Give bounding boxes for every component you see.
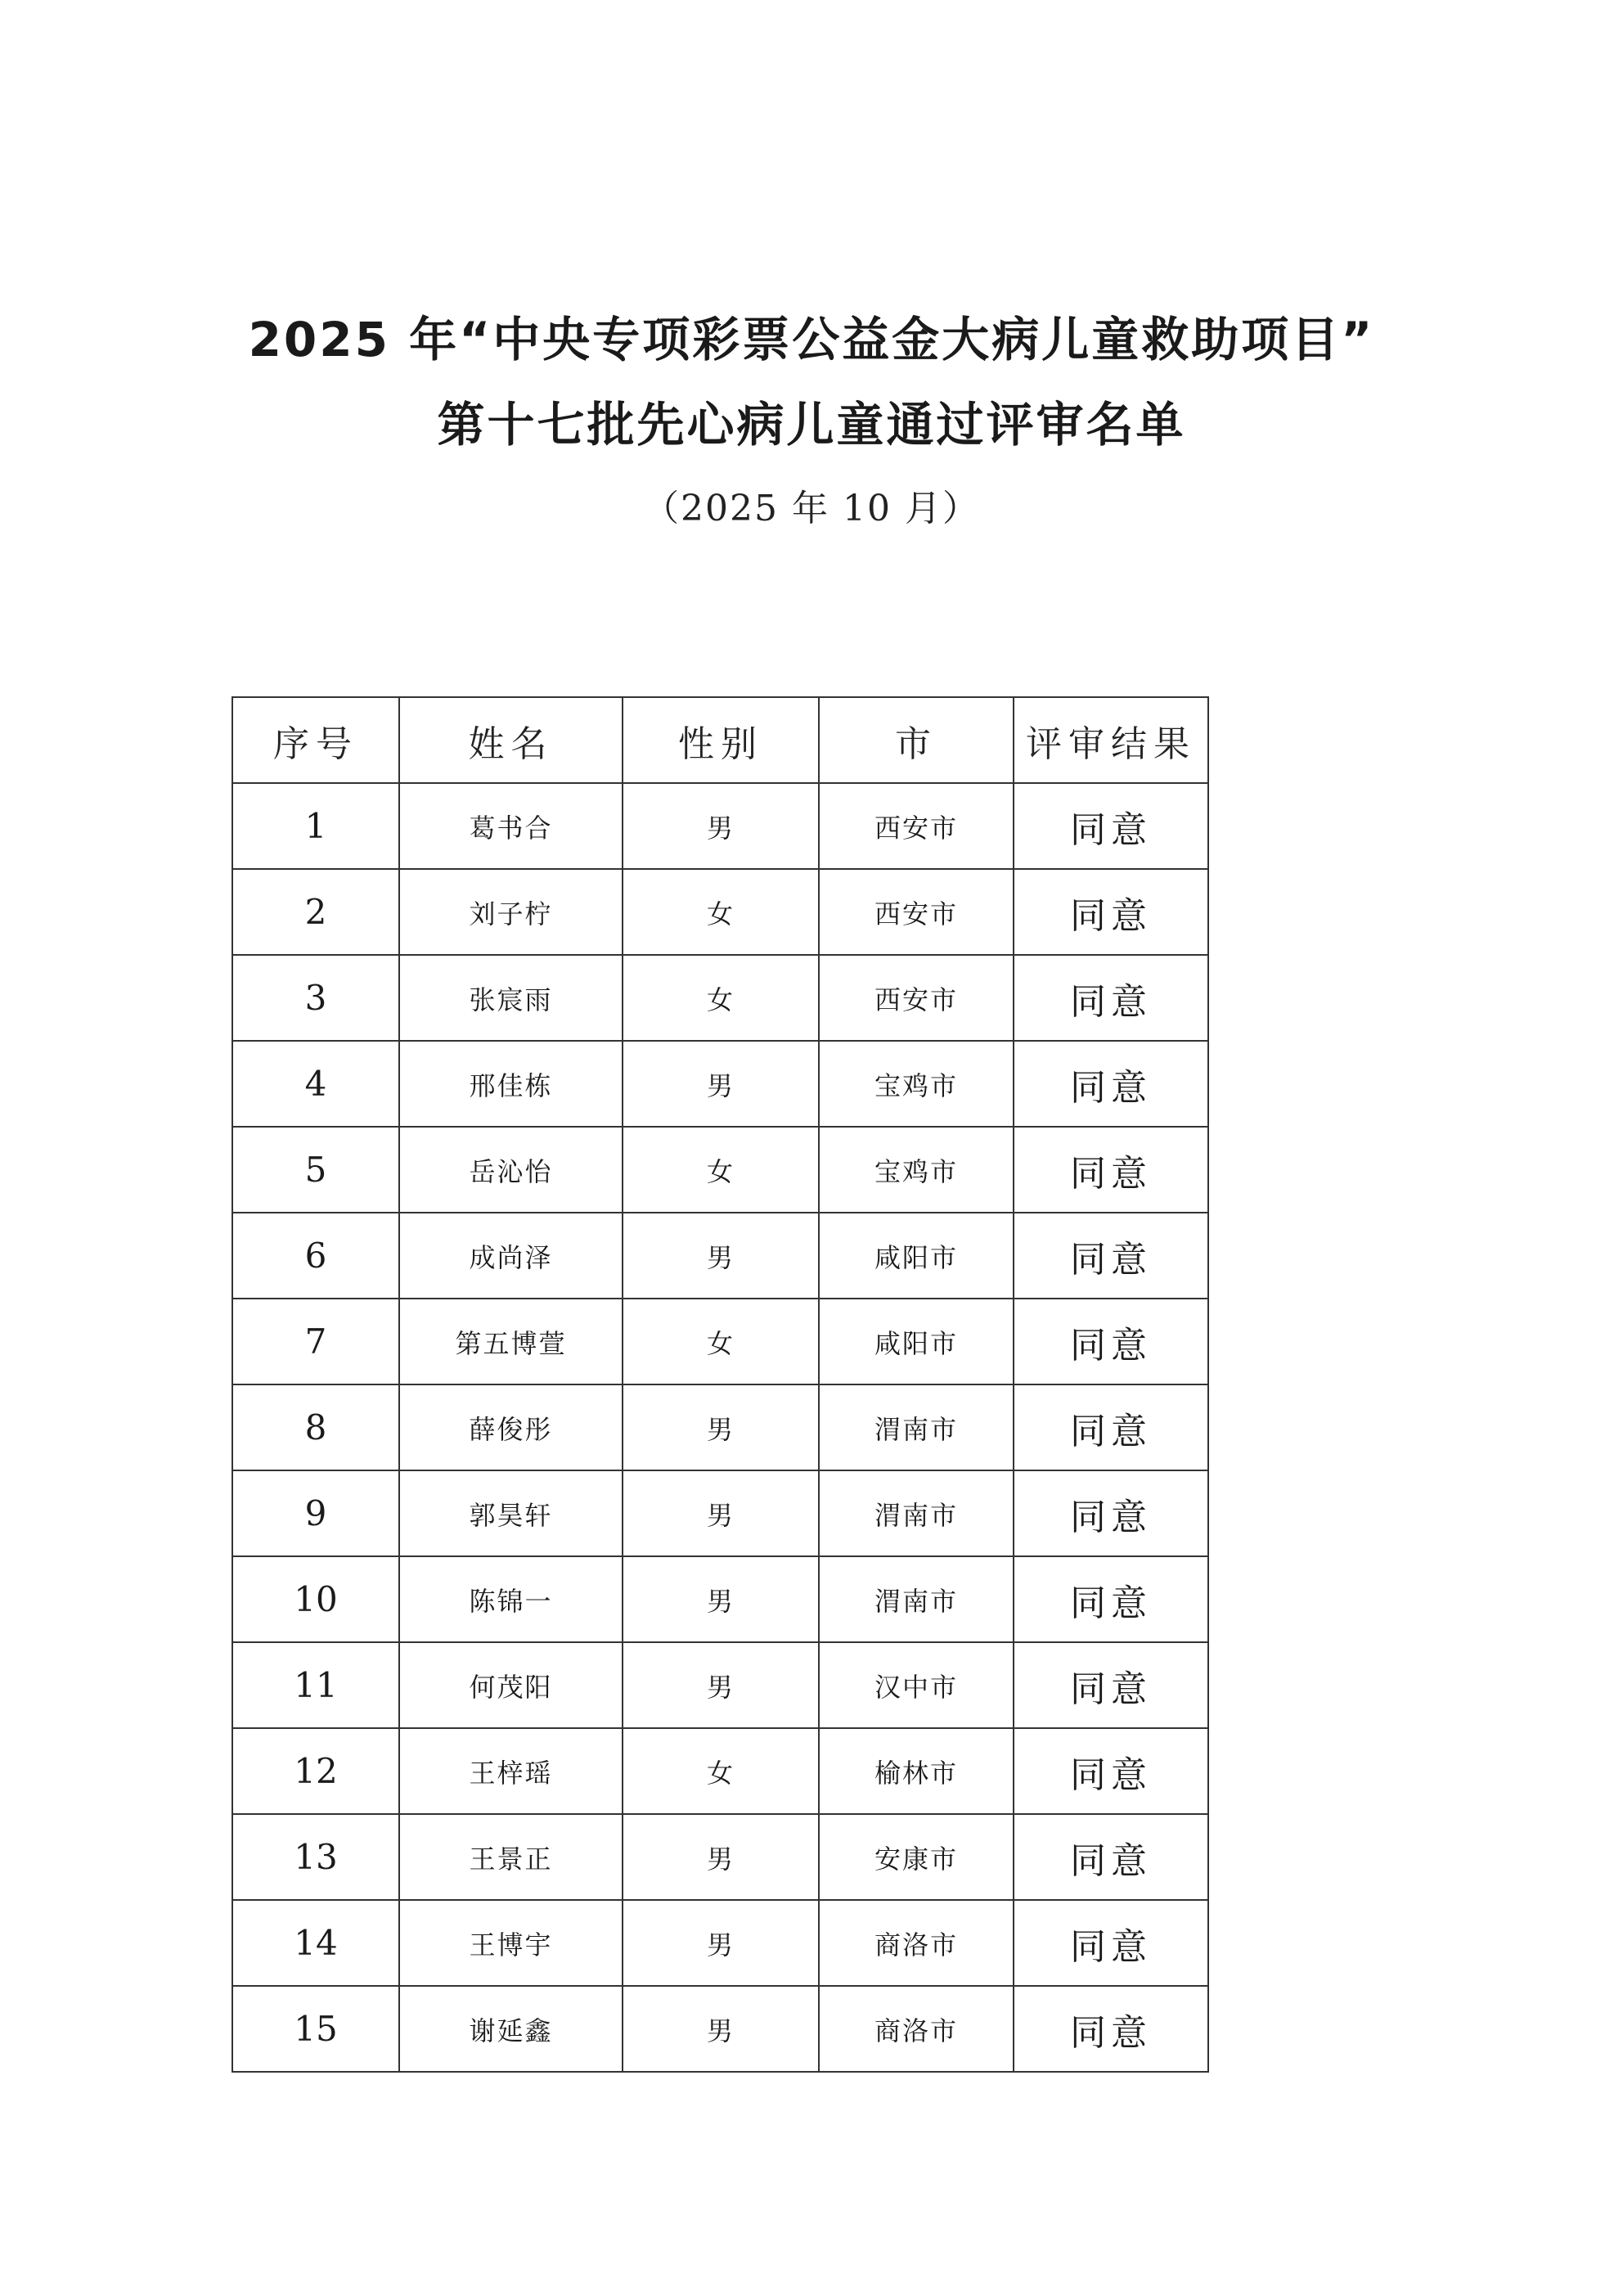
cell-city: 渭南市 [819, 1470, 1014, 1556]
table-header-row [232, 697, 1208, 783]
cell-city: 榆林市 [819, 1728, 1014, 1814]
header-number: 序号 [232, 697, 399, 783]
table-row [232, 1299, 1208, 1384]
cell-number: 6 [232, 1213, 399, 1299]
table-row [232, 1470, 1208, 1556]
cell-number: 1 [232, 783, 399, 869]
cell-gender: 女 [623, 1299, 819, 1384]
cell-number: 14 [232, 1900, 399, 1986]
table-row [232, 1642, 1208, 1728]
cell-gender: 女 [623, 1728, 819, 1814]
cell-city: 西安市 [819, 783, 1014, 869]
cell-number: 9 [232, 1470, 399, 1556]
document-title-line-1: 2025 年“中央专项彩票公益金大病儿童救助项目” [248, 312, 1375, 367]
cell-name: 薛俊彤 [399, 1384, 623, 1470]
cell-name: 成尚泽 [399, 1213, 623, 1299]
cell-gender: 男 [623, 1642, 819, 1728]
header-name: 姓名 [399, 697, 623, 783]
table-row [232, 1900, 1208, 1986]
cell-number: 5 [232, 1127, 399, 1213]
cell-number: 2 [232, 869, 399, 955]
cell-city: 安康市 [819, 1814, 1014, 1900]
cell-result: 同意 [1014, 1728, 1208, 1814]
table-row [232, 1213, 1208, 1299]
cell-gender: 男 [623, 1470, 819, 1556]
cell-number: 12 [232, 1728, 399, 1814]
cell-gender: 男 [623, 1213, 819, 1299]
cell-gender: 女 [623, 955, 819, 1041]
document-title-line-2: 第十七批先心病儿童通过评审名单 [437, 397, 1186, 452]
cell-number: 7 [232, 1299, 399, 1384]
cell-name: 何茂阳 [399, 1642, 623, 1728]
cell-name: 陈锦一 [399, 1556, 623, 1642]
table-row [232, 1384, 1208, 1470]
cell-name: 葛书合 [399, 783, 623, 869]
cell-result: 同意 [1014, 1470, 1208, 1556]
cell-gender: 男 [623, 1041, 819, 1127]
table-row [232, 1556, 1208, 1642]
header-gender: 性别 [623, 697, 819, 783]
cell-number: 3 [232, 955, 399, 1041]
cell-number: 8 [232, 1384, 399, 1470]
cell-name: 王梓瑶 [399, 1728, 623, 1814]
cell-city: 渭南市 [819, 1384, 1014, 1470]
cell-number: 4 [232, 1041, 399, 1127]
cell-city: 商洛市 [819, 1900, 1014, 1986]
cell-city: 咸阳市 [819, 1213, 1014, 1299]
header-city: 市 [819, 697, 1014, 783]
cell-gender: 男 [623, 1556, 819, 1642]
table-row [232, 783, 1208, 869]
cell-result: 同意 [1014, 1384, 1208, 1470]
cell-result: 同意 [1014, 1213, 1208, 1299]
cell-name: 王景正 [399, 1814, 623, 1900]
table-row [232, 1127, 1208, 1213]
cell-city: 西安市 [819, 955, 1014, 1041]
cell-city: 宝鸡市 [819, 1041, 1014, 1127]
cell-name: 郭昊轩 [399, 1470, 623, 1556]
table-row [232, 955, 1208, 1041]
cell-number: 10 [232, 1556, 399, 1642]
cell-name: 张宸雨 [399, 955, 623, 1041]
cell-city: 商洛市 [819, 1986, 1014, 2072]
cell-name: 谢延鑫 [399, 1986, 623, 2072]
cell-gender: 男 [623, 1986, 819, 2072]
cell-result: 同意 [1014, 1556, 1208, 1642]
cell-city: 咸阳市 [819, 1299, 1014, 1384]
cell-result: 同意 [1014, 955, 1208, 1041]
cell-gender: 男 [623, 1900, 819, 1986]
cell-name: 岳沁怡 [399, 1127, 623, 1213]
cell-city: 宝鸡市 [819, 1127, 1014, 1213]
cell-result: 同意 [1014, 1642, 1208, 1728]
cell-name: 刘子柠 [399, 869, 623, 955]
table-row [232, 1814, 1208, 1900]
table-row [232, 1728, 1208, 1814]
cell-city: 汉中市 [819, 1642, 1014, 1728]
cell-gender: 女 [623, 869, 819, 955]
table-body [232, 783, 1208, 2072]
table-row [232, 1041, 1208, 1127]
cell-number: 13 [232, 1814, 399, 1900]
cell-result: 同意 [1014, 1986, 1208, 2072]
cell-result: 同意 [1014, 1814, 1208, 1900]
cell-gender: 男 [623, 1814, 819, 1900]
cell-name: 第五博萱 [399, 1299, 623, 1384]
cell-result: 同意 [1014, 869, 1208, 955]
cell-city: 西安市 [819, 869, 1014, 955]
review-result-table [232, 696, 1209, 2073]
cell-result: 同意 [1014, 1299, 1208, 1384]
document-date: （2025 年 10 月） [643, 488, 980, 529]
header-result: 评审结果 [1014, 697, 1208, 783]
cell-name: 王博宇 [399, 1900, 623, 1986]
cell-name: 邢佳栋 [399, 1041, 623, 1127]
table-row [232, 1986, 1208, 2072]
cell-city: 渭南市 [819, 1556, 1014, 1642]
cell-result: 同意 [1014, 1900, 1208, 1986]
cell-result: 同意 [1014, 1041, 1208, 1127]
cell-result: 同意 [1014, 783, 1208, 869]
cell-number: 11 [232, 1642, 399, 1728]
cell-result: 同意 [1014, 1127, 1208, 1213]
cell-gender: 男 [623, 783, 819, 869]
table-row [232, 869, 1208, 955]
cell-gender: 男 [623, 1384, 819, 1470]
cell-gender: 女 [623, 1127, 819, 1213]
cell-number: 15 [232, 1986, 399, 2072]
